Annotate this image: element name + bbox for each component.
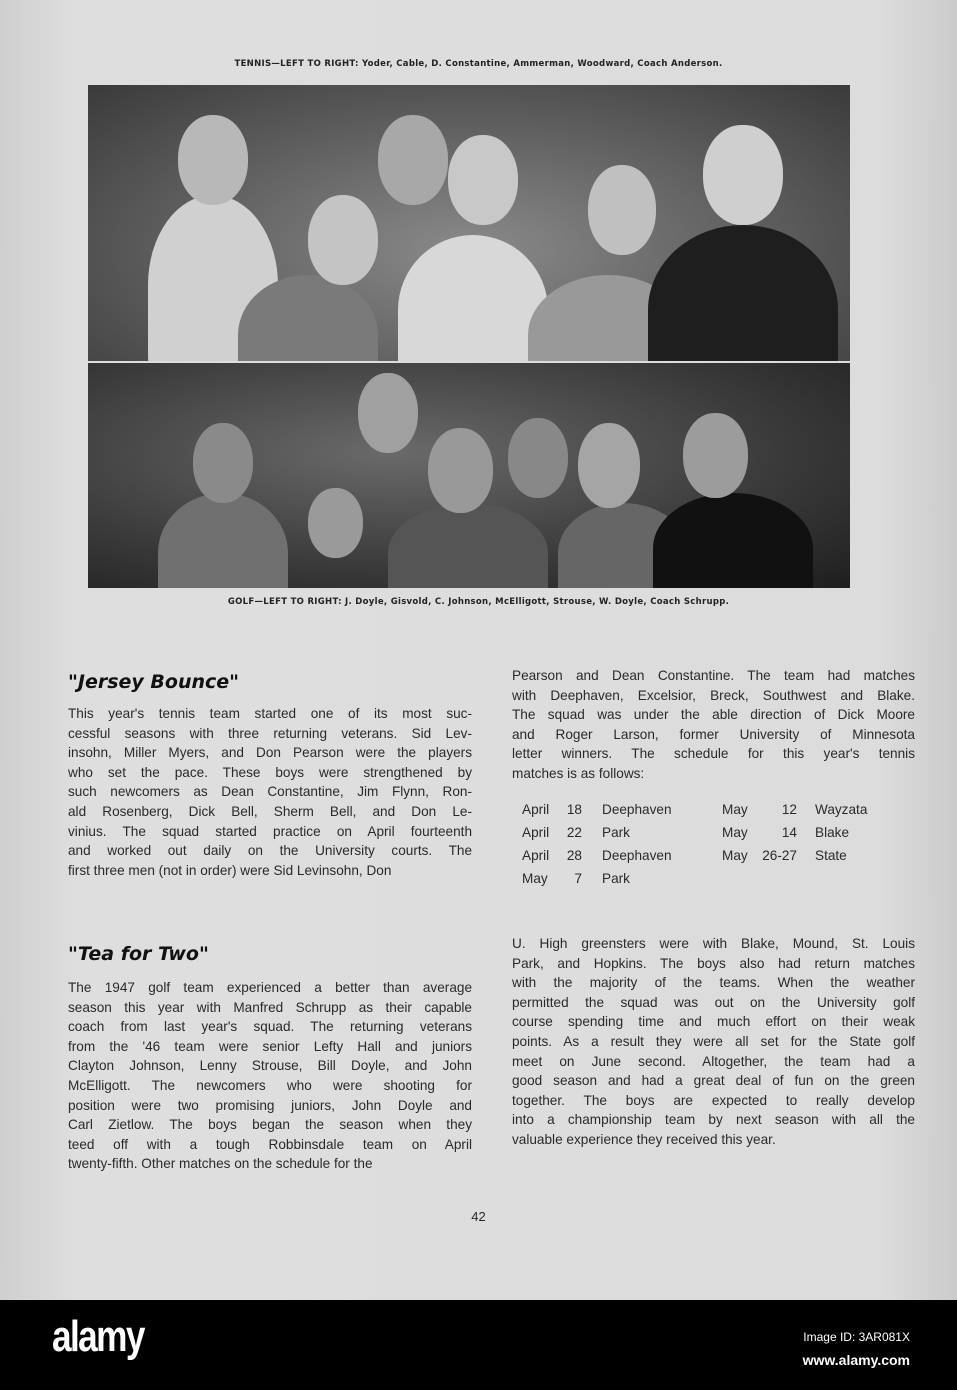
text-line: Park, and Hopkins. The boys also had return matches <box>512 955 915 971</box>
text-line: twenty-fifth. Other matches on the schedule for the <box>68 1156 373 1172</box>
text-line: meet on June second. Altogether, the team had a <box>512 1053 915 1069</box>
text-line: U. High greensters were with Blake, Mound, St. Louis <box>512 936 915 951</box>
schedule-day: 18 <box>566 802 582 817</box>
schedule-month: April <box>522 825 550 840</box>
schedule-opponent: Park <box>602 871 630 886</box>
schedule-day: 7 <box>574 871 582 886</box>
text-line: from the '46 team were senior Lefty Hall and juniors <box>68 1038 472 1054</box>
schedule-opponent: Park <box>602 825 630 840</box>
text-line: insohn, Miller Myers, and Don Pearson were the players <box>68 745 472 761</box>
text-line: Pearson and Dean Constantine. The team had matches <box>512 668 915 683</box>
schedule-opponent: State <box>815 848 847 863</box>
text-line: ald Rosenberg, Dick Bell, Sherm Bell, and Don Le- <box>68 803 472 819</box>
text-line: position were two promising juniors, John Doyle and <box>68 1097 472 1113</box>
text-line: vinius. The squad started practice on April fourteenth <box>68 823 472 839</box>
text-line: who set the pace. These boys were strengthened by <box>68 764 472 780</box>
text-line: coach from last year's squad. The returning veterans <box>68 1019 472 1035</box>
text-line: good season and had a great deal of fun on the green <box>512 1073 915 1089</box>
schedule-day: 12 <box>781 802 797 817</box>
schedule-month: May <box>722 825 748 840</box>
golf-photo-caption: GOLF—LEFT TO RIGHT: J. Doyle, Gisvold, C. Johnson, McElligott, Strouse, W. Doyle, Coach Schrupp. <box>227 597 730 607</box>
schedule-row <box>522 821 702 844</box>
text-line: course spending time and much effort on their weak <box>512 1014 915 1030</box>
text-line: with the majority of the teams. When the weather <box>512 975 915 991</box>
stock-banner <box>0 1300 957 1390</box>
schedule-row <box>522 798 702 821</box>
text-line: McElligott. The newcomers who were shooting for <box>68 1077 472 1093</box>
text-line: together. The boys are expected to really develop <box>512 1092 915 1108</box>
text-line: cessful seasons with three returning veterans. Sid Lev- <box>68 725 472 741</box>
schedule-opponent: Wayzata <box>815 802 868 817</box>
text-line: such newcomers as Dean Constantine, Jim Flynn, Ron- <box>68 784 472 800</box>
golf-text-left <box>68 978 472 1174</box>
tennis-text-left <box>68 704 472 880</box>
text-line: points. As a result they were all set for the State golf <box>512 1033 915 1049</box>
tennis-heading: "Jersey Bounce" <box>68 671 240 693</box>
text-line: The 1947 golf team experienced a better than average <box>68 980 472 995</box>
site-url[interactable]: www.alamy.com <box>802 1352 910 1368</box>
text-line: season this year with Manfred Schrupp as their capable <box>68 999 472 1015</box>
schedule-month: April <box>522 802 550 817</box>
schedule-opponent: Deephaven <box>602 848 672 863</box>
schedule-day: 28 <box>566 848 582 863</box>
schedule-day: 22 <box>566 825 582 840</box>
tennis-photo-caption: TENNIS—LEFT TO RIGHT: Yoder, Cable, D. Constantine, Ammerman, Woodward, Coach Anderson. <box>234 59 723 69</box>
golf-team-photo <box>88 363 850 588</box>
text-line: This year's tennis team started one of its most suc- <box>68 706 472 721</box>
tennis-text-right <box>512 666 915 784</box>
tennis-schedule-left <box>522 798 702 890</box>
schedule-day: 14 <box>781 825 797 840</box>
text-line: teed off with a tough Robbinsdale team on April <box>68 1136 472 1152</box>
text-line: with Deephaven, Excelsior, Breck, Southwest and Blake. <box>512 687 915 703</box>
golf-heading: "Tea for Two" <box>68 943 209 965</box>
schedule-month: April <box>522 848 550 863</box>
text-line: and Roger Larson, former University of Minnesota <box>512 726 915 742</box>
schedule-row <box>522 844 702 867</box>
schedule-month: May <box>722 848 748 863</box>
schedule-row <box>522 867 702 890</box>
text-line: permitted the squad was out on the University golf <box>512 994 915 1010</box>
image-id: Image ID: 3AR081X <box>803 1330 910 1344</box>
text-line: The squad was under the able direction of Dick Moore <box>512 707 915 723</box>
text-line: and worked out daily on the University courts. The <box>68 843 472 859</box>
golf-text-right <box>512 934 915 1150</box>
text-line: Carl Zietlow. The boys began the season when they <box>68 1117 472 1133</box>
schedule-month: May <box>522 871 548 886</box>
text-line: matches is as follows: <box>512 765 645 781</box>
page-number: 42 <box>471 1209 486 1224</box>
schedule-row <box>722 798 902 821</box>
text-line: into a championship team by next season with all the <box>512 1112 915 1128</box>
schedule-month: May <box>722 802 748 817</box>
schedule-row <box>722 821 902 844</box>
text-line: valuable experience they received this year. <box>512 1131 776 1147</box>
schedule-opponent: Blake <box>815 825 850 840</box>
alamy-logo: alamy <box>52 1312 144 1361</box>
schedule-row <box>722 844 902 867</box>
schedule-day: 26-27 <box>762 848 797 863</box>
tennis-team-photo <box>88 85 850 361</box>
text-line: first three men (not in order) were Sid Levinsohn, Don <box>68 862 392 878</box>
schedule-opponent: Deephaven <box>602 802 672 817</box>
text-line: Clayton Johnson, Lenny Strouse, Bill Doyle, and John <box>68 1058 472 1074</box>
tennis-schedule-right <box>722 798 902 867</box>
text-line: letter winners. The schedule for this year's tennis <box>512 746 915 762</box>
